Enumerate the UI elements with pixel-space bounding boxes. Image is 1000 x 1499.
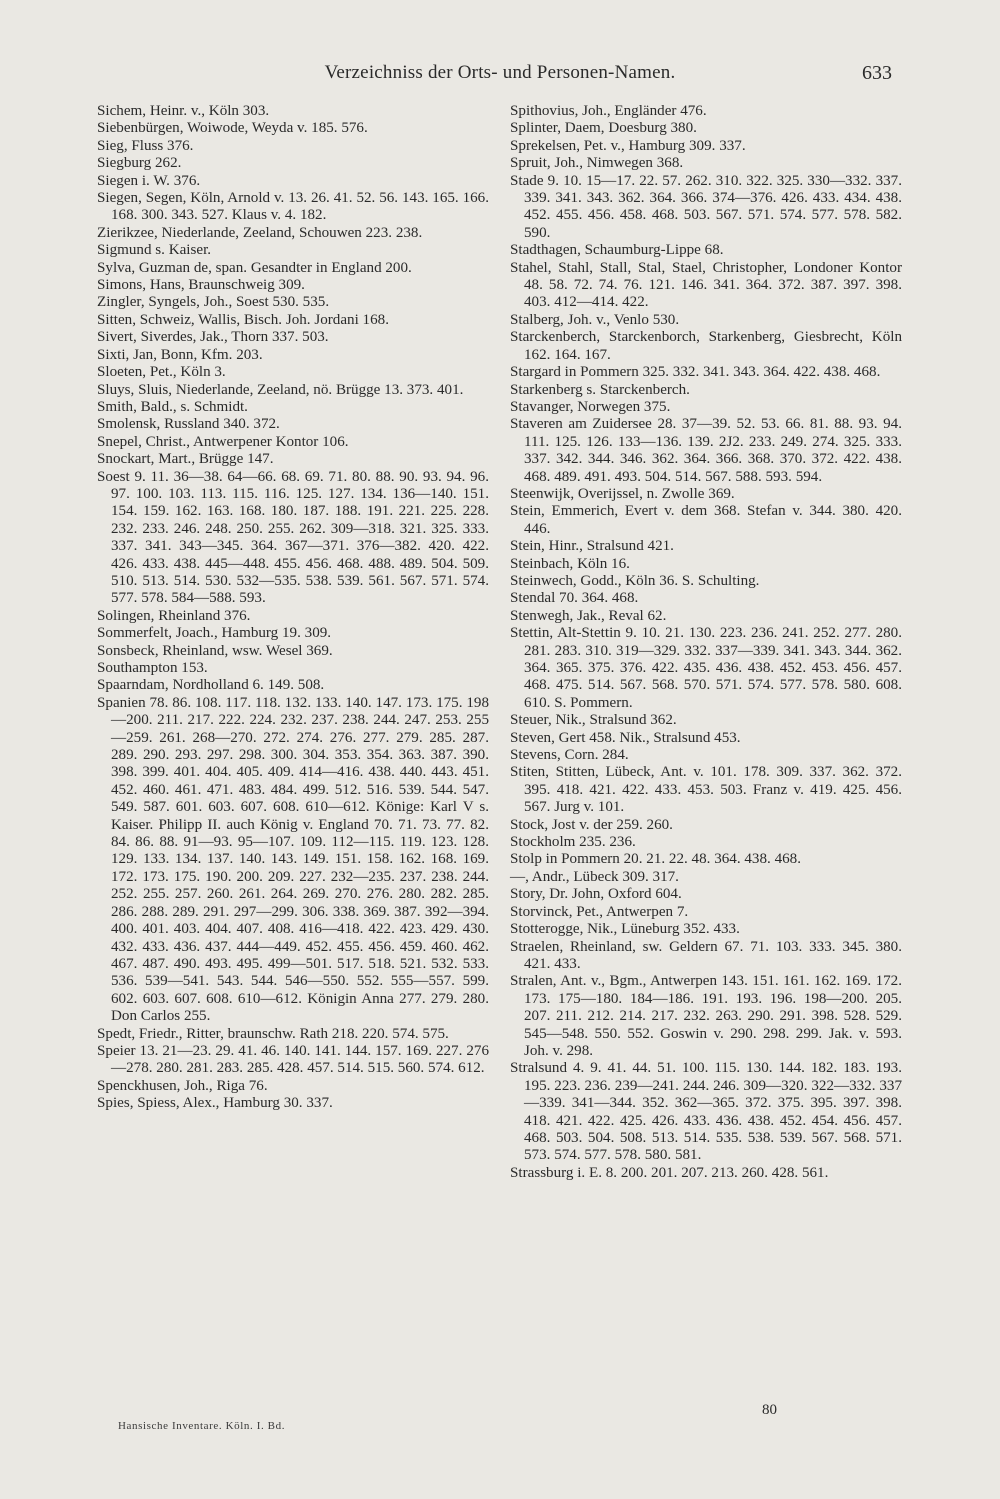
index-entry: —, Andr., Lübeck 309. 317. [510, 868, 679, 885]
index-entry: Stevens, Corn. 284. [510, 747, 629, 764]
index-entry: Siegen i. W. 376. [97, 172, 201, 189]
index-entry: Stettin, Alt-Stettin 9. 10. 21. 130. 223. 236. 241. 252. 277. 280. 281. 283. 310. 319—329. 332. 337—339. 341. 343. 344. 362. 364. 365. 375. 376. 422. 435. 436. 438. 452. 453. 456. 457. 468. 475. 514. 567. 568. 570. 571. 574. 577. 578. 580. 608. 610. S. Pommern. [510, 625, 902, 711]
index-entry: Stendal 70. 364. 468. [510, 590, 639, 607]
index-entry: Splinter, Daem, Doesburg 380. [510, 120, 697, 137]
index-entry: Solingen, Rheinland 376. [97, 607, 251, 624]
index-entry: Spies, Spiess, Alex., Hamburg 30. 337. [97, 1095, 333, 1112]
index-entry: Spithovius, Joh., Engländer 476. [510, 103, 707, 119]
index-entry: Starkenberg s. Starckenberch. [510, 381, 690, 398]
index-entry: Steenwijk, Overijssel, n. Zwolle 369. [510, 485, 735, 502]
index-entry: Snepel, Christ., Antwerpener Kontor 106. [97, 433, 349, 450]
index-entry: Spaarndam, Nordholland 6. 149. 508. [97, 677, 325, 694]
index-entry: Simons, Hans, Braunschweig 309. [97, 277, 305, 294]
index-entry: Stahel, Stahl, Stall, Stal, Stael, Christopher, Londoner Kontor 48. 58. 72. 74. 76. 121. 146. 341. 364. 372. 387. 397. 398. 403. 412—414. 422. [510, 259, 902, 311]
index-entry: Stotterogge, Nik., Lüneburg 352. 433. [510, 921, 740, 938]
index-entry: Storvinck, Pet., Antwerpen 7. [510, 903, 689, 920]
imprint-line: Hansische Inventare. Köln. I. Bd. [118, 1420, 286, 1432]
index-entry: Stock, Jost v. der 259. 260. [510, 816, 673, 833]
index-entry: Staveren am Zuidersee 28. 37—39. 52. 53. 66. 81. 88. 93. 94. 111. 125. 126. 133—136. 139. 2J2. 233. 249. 274. 325. 333. 337. 342. 344. 346. 362. 364. 366. 368. 370. 372. 422. 438. 468. 489. 491. 493. 504. 514. 567. 588. 593. 594. [510, 416, 902, 485]
index-entry: Siegen, Segen, Köln, Arnold v. 13. 26. 41. 52. 56. 143. 165. 166. 168. 300. 343. 527. Klaus v. 4. 182. [97, 190, 489, 224]
index-entry: Sigmund s. Kaiser. [97, 242, 212, 259]
index-entry: Sieg, Fluss 376. [97, 137, 194, 154]
index-entry: Stalberg, Joh. v., Venlo 530. [510, 311, 680, 328]
index-entry: Stade 9. 10. 15—17. 22. 57. 262. 310. 322. 325. 330—332. 337. 339. 341. 343. 362. 364. 366. 374—376. 426. 433. 434. 438. 452. 455. 456. 458. 468. 503. 567. 571. 574. 577. 578. 582. 590. [510, 172, 902, 241]
index-entry: Smolensk, Russland 340. 372. [97, 416, 280, 433]
index-entry: Sichem, Heinr. v., Köln 303. [97, 103, 270, 119]
index-entry: Zierikzee, Niederlande, Zeeland, Schouwen 223. 238. [97, 224, 423, 241]
running-header [0, 62, 1000, 86]
running-title: Verzeichniss der Orts- und Personen-Namen. [324, 62, 676, 83]
index-entry: Steuer, Nik., Stralsund 362. [510, 712, 677, 729]
index-column-left [97, 103, 489, 1113]
sheet-signature: 80 [762, 1402, 777, 1418]
index-entry: Spanien 78. 86. 108. 117. 118. 132. 133. 140. 147. 173. 175. 198—200. 211. 217. 222. 224. 232. 237. 238. 244. 247. 253. 255—259. 261. 268—270. 272. 274. 276. 277. 279. 285. 287. 289. 290. 293. 297. 298. 300. 304. 353. 354. 363. 387. 390. 398. 399. 401. 404. 405. 409. 414—416. 438. 440. 443. 451. 452. 460. 461. 471. 483. 484. 499. 512. 516. 539. 544. 547. 549. 587. 601. 603. 607. 608. 610—612. Könige: Karl V s. Kaiser. Philipp II. auch König v. England 70. 71. 73. 77. 82. 84. 86. 88. 91—93. 95—107. 109. 112—115. 119. 123. 128. 129. 133. 134. 137. 140. 143. 149. 151. 158. 162. 168. 169. 172. 173. 175. 190. 200. 209. 227. 232—235. 237. 238. 244. 252. 255. 257. 260. 261. 264. 269. 270. 276. 280. 282. 285. 286. 288. 289. 291. 297—299. 306. 338. 369. 387. 392—394. 400. 401. 403. 404. 407. 408. 416—418. 422. 423. 429. 430. 432. 433. 436. 437. 444—449. 452. 455. 456. 459. 460. 462. 467. 487. 490. 493. 495. 499—501. 517. 518. 521. 532. 533. 536. 539—541. 543. 544. 546—550. 552. 555—557. 599. 602. 603. 607. 608. 610—612. Königin Anna 277. 279. 280. Don Carlos 255. [97, 694, 489, 1025]
index-entry: Siebenbürgen, Woiwode, Weyda v. 185. 576. [97, 120, 368, 137]
index-entry: Snockart, Mart., Brügge 147. [97, 451, 274, 468]
index-entry: Strassburg i. E. 8. 200. 201. 207. 213. 260. 428. 561. [510, 1164, 829, 1181]
index-entry: Steven, Gert 458. Nik., Stralsund 453. [510, 729, 741, 746]
index-entry: Stenwegh, Jak., Reval 62. [510, 607, 667, 624]
index-entry: Stavanger, Norwegen 375. [510, 398, 671, 415]
index-entry: Stadthagen, Schaumburg-Lippe 68. [510, 242, 724, 259]
index-entry: Sommerfelt, Joach., Hamburg 19. 309. [97, 625, 332, 642]
index-entry: Spruit, Joh., Nimwegen 368. [510, 155, 684, 172]
index-entry: Sylva, Guzman de, span. Gesandter in England 200. [97, 259, 412, 276]
index-entry: Sloeten, Pet., Köln 3. [97, 364, 226, 381]
index-entry: Sivert, Siverdes, Jak., Thorn 337. 503. [97, 329, 329, 346]
index-entry: Sitten, Schweiz, Wallis, Bisch. Joh. Jordani 168. [97, 311, 389, 328]
index-entry: Stiten, Stitten, Lübeck, Ant. v. 101. 178. 309. 337. 362. 372. 395. 418. 421. 422. 433. 453. 503. Franz v. 419. 425. 456. 567. Jurg v. 101. [510, 764, 902, 816]
index-entry: Zingler, Syngels, Joh., Soest 530. 535. [97, 294, 330, 311]
index-entry: Southampton 153. [97, 660, 208, 676]
index-entry: Starckenberch, Starckenborch, Starkenberg, Giesbrecht, Köln 162. 164. 167. [510, 329, 902, 363]
index-entry: Stargard in Pommern 325. 332. 341. 343. 364. 422. 438. 468. [510, 364, 881, 381]
index-entry: Sixti, Jan, Bonn, Kfm. 203. [97, 346, 263, 363]
index-entry: Spenckhusen, Joh., Riga 76. [97, 1077, 268, 1094]
index-entry: Stein, Hinr., Stralsund 421. [510, 538, 674, 555]
index-entry: Smith, Bald., s. Schmidt. [97, 398, 248, 415]
index-entry: Stein, Emmerich, Evert v. dem 368. Stefan v. 344. 380. 420. 446. [510, 503, 902, 537]
index-entry: Soest 9. 11. 36—38. 64—66. 68. 69. 71. 80. 88. 90. 93. 94. 96. 97. 100. 103. 113. 115. 116. 125. 127. 134. 136—140. 151. 154. 159. 162. 163. 168. 180. 187. 188. 191. 221. 225. 228. 232. 233. 246. 248. 250. 255. 262. 309—318. 321. 325. 333. 337. 341. 343—345. 364. 367—371. 376—382. 420. 422. 426. 433. 438. 445—448. 455. 456. 468. 488. 489. 504. 509. 510. 513. 514. 530. 532—535. 538. 539. 561. 567. 571. 574. 577. 578. 584—588. 593. [97, 468, 489, 607]
index-column-right [510, 103, 902, 1182]
index-entry: Spedt, Friedr., Ritter, braunschw. Rath 218. 220. 574. 575. [97, 1025, 449, 1042]
index-entry: Stralen, Ant. v., Bgm., Antwerpen 143. 151. 161. 162. 169. 172. 173. 175—180. 184—186. 191. 193. 196. 198—200. 205. 207. 211. 212. 214. 217. 232. 263. 290. 291. 398. 528. 529. 545—548. 550. 552. Goswin v. 290. 298. 299. Jak. v. 593. Joh. v. 298. [510, 973, 902, 1059]
index-entry: Sonsbeck, Rheinland, wsw. Wesel 369. [97, 642, 333, 659]
index-entry: Sprekelsen, Pet. v., Hamburg 309. 337. [510, 137, 746, 154]
index-entry: Steinbach, Köln 16. [510, 555, 630, 572]
page-number: 633 [862, 62, 892, 84]
index-entry: Sluys, Sluis, Niederlande, Zeeland, nö. Brügge 13. 373. 401. [97, 381, 464, 398]
index-entry: Stolp in Pommern 20. 21. 22. 48. 364. 438. 468. [510, 851, 801, 868]
index-entry: Siegburg 262. [97, 155, 182, 172]
index-entry: Steinwech, Godd., Köln 36. S. Schulting. [510, 572, 760, 589]
index-entry: Speier 13. 21—23. 29. 41. 46. 140. 141. 144. 157. 169. 227. 276—278. 280. 281. 283. 285. 428. 457. 514. 515. 560. 574. 612. [97, 1042, 489, 1077]
index-entry: Straelen, Rheinland, sw. Geldern 67. 71. 103. 333. 345. 380. 421. 433. [510, 938, 902, 972]
index-entry: Stralsund 4. 9. 41. 44. 51. 100. 115. 130. 144. 182. 183. 193. 195. 223. 236. 239—241. 244. 246. 309—320. 322—332. 337—339. 341—344. 352. 362—365. 372. 375. 395. 397. 398. 418. 421. 422. 425. 426. 433. 436. 438. 452. 454. 456. 457. 468. 503. 504. 508. 513. 514. 535. 538. 539. 567. 568. 571. 573. 574. 577. 578. 580. 581. [510, 1060, 902, 1164]
index-entry: Stockholm 235. 236. [510, 834, 636, 851]
index-entry: Story, Dr. John, Oxford 604. [510, 886, 682, 903]
